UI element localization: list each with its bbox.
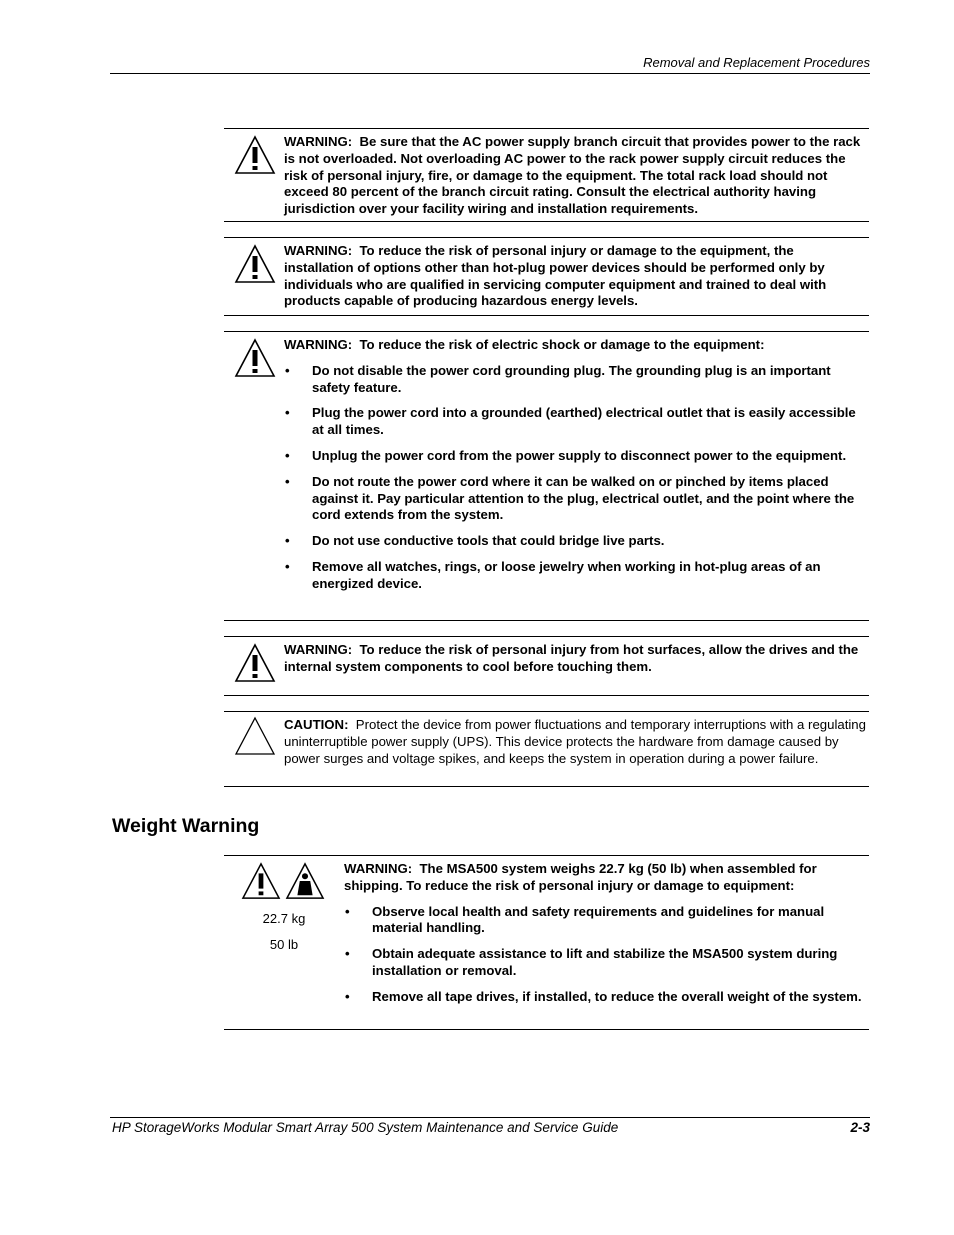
bullet-icon: •	[285, 558, 290, 574]
bullet-icon: •	[285, 473, 290, 489]
notice-label: WARNING:	[284, 337, 353, 352]
warning-body	[284, 337, 867, 593]
bullet-icon: •	[345, 903, 350, 919]
list-item	[344, 946, 867, 980]
list-item-text: Do not route the power cord where it can be walked on or pinched by items placed against it. Pay particular attention to the plug, electrical outlet, and the point where the cord extends from the system.	[312, 473, 855, 523]
list-item	[284, 533, 867, 550]
list-item-text: Do not use conductive tools that could bridge live parts.	[312, 533, 665, 549]
list-item	[344, 904, 867, 938]
list-item	[284, 363, 867, 397]
list-item	[284, 448, 867, 465]
warning-notice-branch-circuit	[224, 128, 869, 222]
warning-triangle-icon	[233, 338, 277, 378]
notice-label: WARNING:	[344, 861, 413, 876]
notice-text: Be sure that the AC power supply branch circuit that provides power to the rack is not overloaded. Not overloading AC power to the rack power supply circuit reduces the risk of personal injury, fire, or damage to the equipment. The total rack load should not exceed 80 percent of the branch circuit rating. Consult the electrical authority having jurisdiction over your facility wiring and installation requirements.	[284, 134, 861, 217]
notice-lead	[284, 337, 867, 354]
warning-body	[284, 134, 867, 218]
list-item	[284, 559, 867, 593]
notice-label: WARNING:	[284, 642, 353, 657]
notice-label: WARNING:	[284, 134, 353, 149]
weight-lb-label: 50 lb	[269, 937, 299, 952]
list-item-text: Observe local health and safety requirements and guidelines for manual material handling.	[372, 903, 825, 936]
weight-icon	[284, 862, 326, 900]
notice-lead	[344, 861, 867, 895]
warning-notice-electric-shock	[224, 331, 869, 621]
warning-triangle-icon	[233, 643, 277, 683]
section-heading-weight-warning: Weight Warning	[112, 815, 260, 837]
list-item-text: Obtain adequate assistance to lift and stabilize the MSA500 system during installation or removal.	[372, 946, 838, 978]
warning-triangle-icon	[233, 244, 277, 284]
footer-page-number: 2-3	[850, 1120, 870, 1135]
bullet-icon: •	[285, 447, 290, 463]
list-item-text: Remove all watches, rings, or loose jewelry when working in hot-plug areas of an energized device.	[312, 558, 821, 591]
footer-rule	[110, 1117, 870, 1118]
weight-warning-body	[344, 861, 867, 1006]
notice-text: To reduce the risk of personal injury or damage to the equipment, the installation of options other than hot-plug power devices should be performed only by individuals who are qualified in servicing computer equipment and trained to deal with products capable of producing hazardous energy levels.	[284, 243, 827, 309]
list-item	[344, 989, 867, 1006]
notice-text: To reduce the risk of personal injury from hot surfaces, allow the drives and the internal system components to cool before touching them.	[284, 642, 859, 674]
bullet-icon: •	[345, 946, 350, 962]
list-item-text: Remove all tape drives, if installed, to reduce the overall weight of the system.	[372, 988, 862, 1004]
bullet-icon: •	[285, 362, 290, 378]
bullet-icon: •	[285, 533, 290, 549]
header-rule	[110, 73, 870, 74]
warning-body	[284, 243, 867, 310]
running-header: Removal and Replacement Procedures	[643, 55, 870, 70]
warning-body	[284, 642, 867, 676]
notice-text: Protect the device from power fluctuations and temporary interruptions with a regulating uninterruptible power supply (UPS). This device protects the hardware from damage caused by power surges and voltage spikes, and keeps the system in operation during a power failure.	[284, 717, 866, 766]
weight-kg-label: 22.7 kg	[262, 911, 306, 926]
caution-triangle-icon	[233, 716, 277, 756]
bullet-list	[344, 904, 867, 1006]
list-item-text: Unplug the power cord from the power supply to disconnect power to the equipment.	[312, 447, 847, 463]
weight-labels	[254, 911, 314, 952]
caution-notice-ups	[224, 711, 869, 787]
notice-label: WARNING:	[284, 243, 353, 258]
footer-doc-title: HP StorageWorks Modular Smart Array 500 System Maintenance and Service Guide	[112, 1120, 619, 1135]
notice-text: The MSA500 system weighs 22.7 kg (50 lb) when assembled for shipping. To reduce the risk of personal injury or damage to equipment:	[344, 861, 817, 893]
weight-warning-notice	[224, 855, 869, 1030]
caution-body	[284, 717, 867, 767]
list-item	[284, 405, 867, 439]
list-item-text: Plug the power cord into a grounded (earthed) electrical outlet that is easily accessible at all times.	[312, 405, 856, 438]
warning-notice-qualified-personnel	[224, 237, 869, 316]
bullet-icon: •	[285, 405, 290, 421]
list-item	[284, 474, 867, 524]
list-item-text: Do not disable the power cord grounding plug. The grounding plug is an important safety feature.	[312, 362, 831, 395]
warning-notice-hot-surfaces	[224, 636, 869, 696]
warning-triangle-icon	[233, 135, 277, 175]
bullet-list	[284, 363, 867, 593]
notice-text: To reduce the risk of electric shock or damage to the equipment:	[359, 337, 765, 352]
notice-label: CAUTION:	[284, 717, 349, 732]
bullet-icon: •	[345, 988, 350, 1004]
warning-triangle-icon	[240, 862, 282, 900]
